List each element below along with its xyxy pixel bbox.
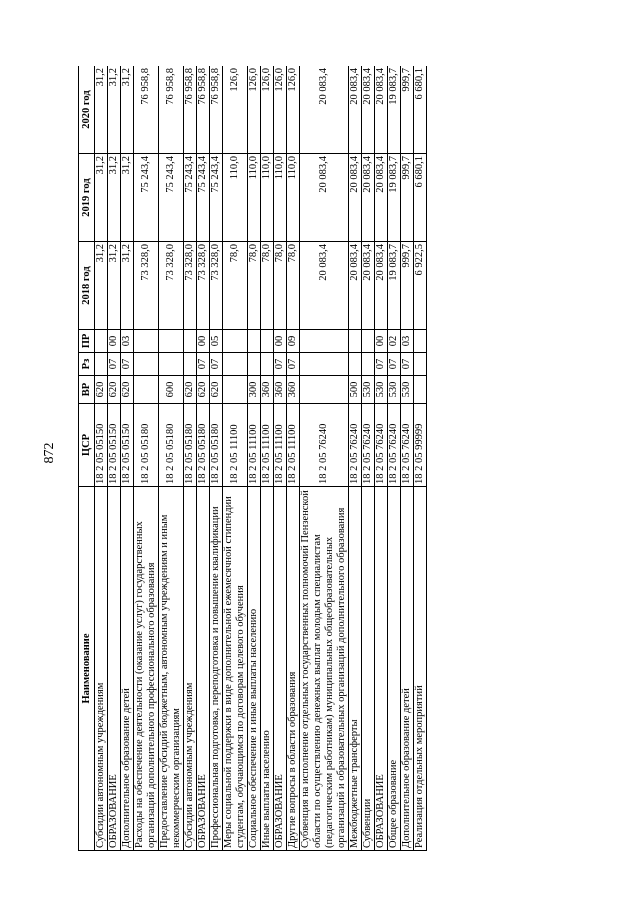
cell-name: Реализация отдельных мероприятий	[414, 487, 427, 851]
cell-2018: 73 328,0	[197, 242, 210, 330]
table-row	[388, 66, 401, 851]
table-row	[210, 66, 223, 851]
cell-pr: 03	[401, 330, 414, 353]
cell-csr: 18 2 05 05180	[159, 404, 184, 487]
cell-rz	[362, 353, 375, 376]
cell-2020: 31,2	[108, 66, 121, 154]
cell-2019: 110,0	[223, 154, 248, 242]
cell-csr: 18 2 05 05180	[134, 404, 159, 487]
cell-2019: 75 243,4	[210, 154, 223, 242]
cell-pr: 00	[274, 330, 287, 353]
cell-name: Межбюджетные трансферты	[349, 487, 362, 851]
cell-pr	[134, 330, 159, 353]
cell-2020: 19 083,7	[388, 66, 401, 154]
cell-2018: 73 328,0	[184, 242, 197, 330]
cell-name: Общее образование	[388, 487, 401, 851]
table-row	[159, 66, 184, 851]
table-row	[184, 66, 197, 851]
header-pr: ПР	[79, 330, 95, 353]
cell-pr: 05	[210, 330, 223, 353]
header-rz: Рз	[79, 353, 95, 376]
cell-name: Субвенции	[362, 487, 375, 851]
table-row	[300, 66, 349, 851]
cell-2019: 110,0	[248, 154, 261, 242]
cell-rz	[184, 353, 197, 376]
table-row	[95, 66, 108, 851]
cell-2018: 73 328,0	[134, 242, 159, 330]
cell-2019: 999,7	[401, 154, 414, 242]
cell-2018: 73 328,0	[159, 242, 184, 330]
header-2019: 2019 год	[79, 154, 95, 242]
cell-rz: 07	[401, 353, 414, 376]
cell-rz	[159, 353, 184, 376]
cell-2019: 20 083,4	[349, 154, 362, 242]
cell-2020: 126,0	[223, 66, 248, 154]
cell-csr: 18 2 05 05150	[108, 404, 121, 487]
cell-rz: 07	[388, 353, 401, 376]
cell-name: Субсидии автономным учреждениям	[184, 487, 197, 851]
cell-2020: 20 083,4	[349, 66, 362, 154]
cell-csr: 18 2 05 11100	[287, 404, 300, 487]
cell-vr: 620	[95, 376, 108, 404]
table-header-row	[79, 66, 95, 851]
cell-rz: 07	[375, 353, 388, 376]
cell-name: Предоставление субсидий бюджетным, автономным учреждениям и иным некоммерческим организациям	[159, 487, 184, 851]
table-row	[375, 66, 388, 851]
cell-vr: 500	[349, 376, 362, 404]
cell-rz: 07	[121, 353, 134, 376]
rotated-table-frame	[78, 66, 579, 851]
table-body	[95, 66, 427, 851]
cell-2018: 20 083,4	[300, 242, 349, 330]
cell-2018: 20 083,4	[349, 242, 362, 330]
table-row	[274, 66, 287, 851]
cell-csr: 18 2 05 99999	[414, 404, 427, 487]
cell-pr	[349, 330, 362, 353]
cell-pr	[261, 330, 274, 353]
cell-2019: 75 243,4	[134, 154, 159, 242]
cell-2020: 126,0	[274, 66, 287, 154]
cell-rz	[349, 353, 362, 376]
table-row	[121, 66, 134, 851]
cell-name: Профессиональная подготовка, переподготовка и повышение квалификации	[210, 487, 223, 851]
cell-2020: 76 958,8	[134, 66, 159, 154]
cell-2019: 31,2	[121, 154, 134, 242]
cell-2018: 6 922,5	[414, 242, 427, 330]
cell-name: Дополнительное образование детей	[121, 487, 134, 851]
cell-2018: 31,2	[95, 242, 108, 330]
cell-vr: 600	[159, 376, 184, 404]
table-row	[134, 66, 159, 851]
cell-vr: 620	[210, 376, 223, 404]
cell-pr: 09	[287, 330, 300, 353]
cell-csr: 18 2 05 05150	[121, 404, 134, 487]
cell-name: Социальное обеспечение и иные выплаты населению	[248, 487, 261, 851]
cell-2020: 20 083,4	[362, 66, 375, 154]
cell-vr: 530	[388, 376, 401, 404]
table-row	[248, 66, 261, 851]
cell-2019: 31,2	[95, 154, 108, 242]
cell-2020: 126,0	[261, 66, 274, 154]
cell-2019: 31,2	[108, 154, 121, 242]
cell-2018: 31,2	[108, 242, 121, 330]
header-2020: 2020 год	[79, 66, 95, 154]
cell-2018: 78,0	[223, 242, 248, 330]
cell-2018: 78,0	[261, 242, 274, 330]
cell-csr: 18 2 05 76240	[300, 404, 349, 487]
cell-rz	[95, 353, 108, 376]
cell-name: ОБРАЗОВАНИЕ	[108, 487, 121, 851]
table-row	[362, 66, 375, 851]
cell-name: Меры социальной поддержки в виде дополнительной ежемесячной стипендии студентам, обучающимся по договорам целевого обучения	[223, 487, 248, 851]
cell-name: Расходы на обеспечение деятельности (оказание услуг) государственных организаций дополнительного профессионального образования	[134, 487, 159, 851]
cell-2019: 110,0	[274, 154, 287, 242]
cell-2019: 110,0	[287, 154, 300, 242]
cell-2020: 20 083,4	[375, 66, 388, 154]
header-name: Наименование	[79, 487, 95, 851]
cell-pr	[300, 330, 349, 353]
cell-vr	[134, 376, 159, 404]
cell-rz	[223, 353, 248, 376]
cell-csr: 18 2 05 76240	[362, 404, 375, 487]
cell-pr	[159, 330, 184, 353]
table-row	[349, 66, 362, 851]
cell-csr: 18 2 05 05180	[197, 404, 210, 487]
cell-vr: 620	[184, 376, 197, 404]
cell-pr: 03	[121, 330, 134, 353]
cell-pr: 02	[388, 330, 401, 353]
cell-2020: 76 958,8	[159, 66, 184, 154]
cell-pr: 00	[108, 330, 121, 353]
table-row	[287, 66, 300, 851]
cell-csr: 18 2 05 76240	[401, 404, 414, 487]
cell-csr: 18 2 05 05180	[210, 404, 223, 487]
cell-2018: 73 328,0	[210, 242, 223, 330]
cell-csr: 18 2 05 11100	[248, 404, 261, 487]
cell-pr	[223, 330, 248, 353]
cell-csr: 18 2 05 05150	[95, 404, 108, 487]
table-row	[401, 66, 414, 851]
cell-csr: 18 2 05 76240	[388, 404, 401, 487]
cell-2020: 126,0	[287, 66, 300, 154]
cell-2020: 6 680,1	[414, 66, 427, 154]
cell-csr: 18 2 05 11100	[223, 404, 248, 487]
cell-rz: 07	[210, 353, 223, 376]
cell-2020: 76 958,8	[197, 66, 210, 154]
cell-csr: 18 2 05 76240	[375, 404, 388, 487]
cell-pr	[184, 330, 197, 353]
cell-rz	[300, 353, 349, 376]
cell-pr	[362, 330, 375, 353]
cell-2019: 20 083,4	[300, 154, 349, 242]
cell-2018: 78,0	[248, 242, 261, 330]
cell-vr: 530	[375, 376, 388, 404]
cell-pr: 00	[375, 330, 388, 353]
cell-csr: 18 2 05 76240	[349, 404, 362, 487]
cell-2019: 75 243,4	[159, 154, 184, 242]
cell-2018: 31,2	[121, 242, 134, 330]
cell-2020: 76 958,8	[184, 66, 197, 154]
cell-2018: 78,0	[287, 242, 300, 330]
table-row	[261, 66, 274, 851]
cell-vr: 530	[362, 376, 375, 404]
cell-pr	[414, 330, 427, 353]
page-number: 872	[42, 442, 57, 464]
cell-2019: 110,0	[261, 154, 274, 242]
header-csr: ЦСР	[79, 404, 95, 487]
cell-vr: 360	[274, 376, 287, 404]
cell-2019: 20 083,4	[375, 154, 388, 242]
cell-2020: 76 958,8	[210, 66, 223, 154]
cell-rz: 07	[274, 353, 287, 376]
cell-2020: 31,2	[121, 66, 134, 154]
cell-vr: 620	[108, 376, 121, 404]
cell-2020: 999,7	[401, 66, 414, 154]
cell-2019: 6 680,1	[414, 154, 427, 242]
cell-2019: 20 083,4	[362, 154, 375, 242]
cell-vr: 530	[401, 376, 414, 404]
cell-name: Другие вопросы в области образования	[287, 487, 300, 851]
cell-rz	[134, 353, 159, 376]
header-vr: ВР	[79, 376, 95, 404]
cell-name: Субсидии автономным учреждениям	[95, 487, 108, 851]
table-row	[197, 66, 210, 851]
budget-table-container	[78, 66, 579, 851]
cell-pr	[248, 330, 261, 353]
cell-rz: 07	[287, 353, 300, 376]
cell-2020: 126,0	[248, 66, 261, 154]
table-row	[414, 66, 427, 851]
cell-vr: 620	[197, 376, 210, 404]
cell-2018: 19 083,7	[388, 242, 401, 330]
cell-csr: 18 2 05 11100	[261, 404, 274, 487]
cell-2019: 75 243,4	[184, 154, 197, 242]
cell-2018: 999,7	[401, 242, 414, 330]
cell-2018: 20 083,4	[375, 242, 388, 330]
cell-2020: 20 083,4	[300, 66, 349, 154]
cell-rz: 07	[197, 353, 210, 376]
cell-rz	[414, 353, 427, 376]
cell-vr: 300	[248, 376, 261, 404]
cell-vr: 620	[121, 376, 134, 404]
cell-name: Дополнительное образование детей	[401, 487, 414, 851]
cell-pr	[95, 330, 108, 353]
cell-2019: 19 083,7	[388, 154, 401, 242]
cell-rz	[261, 353, 274, 376]
table-row	[223, 66, 248, 851]
cell-2018: 78,0	[274, 242, 287, 330]
table-row	[108, 66, 121, 851]
cell-csr: 18 2 05 05180	[184, 404, 197, 487]
cell-2020: 31,2	[95, 66, 108, 154]
budget-table	[78, 66, 427, 851]
cell-vr	[300, 376, 349, 404]
cell-csr: 18 2 05 11100	[274, 404, 287, 487]
cell-name: ОБРАЗОВАНИЕ	[197, 487, 210, 851]
cell-2018: 20 083,4	[362, 242, 375, 330]
cell-vr: 360	[261, 376, 274, 404]
cell-name: Субвенция на исполнение отдельных государственных полномочий Пензенской области по осуществлению денежных выплат молодым специалистам (педагогическим работникам) муниципальных общеобразовательных организаций и образовательных организаций дополнительного образования	[300, 487, 349, 851]
cell-rz	[248, 353, 261, 376]
cell-pr: 00	[197, 330, 210, 353]
cell-name: ОБРАЗОВАНИЕ	[274, 487, 287, 851]
cell-rz: 07	[108, 353, 121, 376]
cell-vr	[414, 376, 427, 404]
cell-name: ОБРАЗОВАНИЕ	[375, 487, 388, 851]
cell-name: Иные выплаты населению	[261, 487, 274, 851]
cell-vr: 360	[287, 376, 300, 404]
cell-2019: 75 243,4	[197, 154, 210, 242]
header-2018: 2018 год	[79, 242, 95, 330]
cell-vr	[223, 376, 248, 404]
